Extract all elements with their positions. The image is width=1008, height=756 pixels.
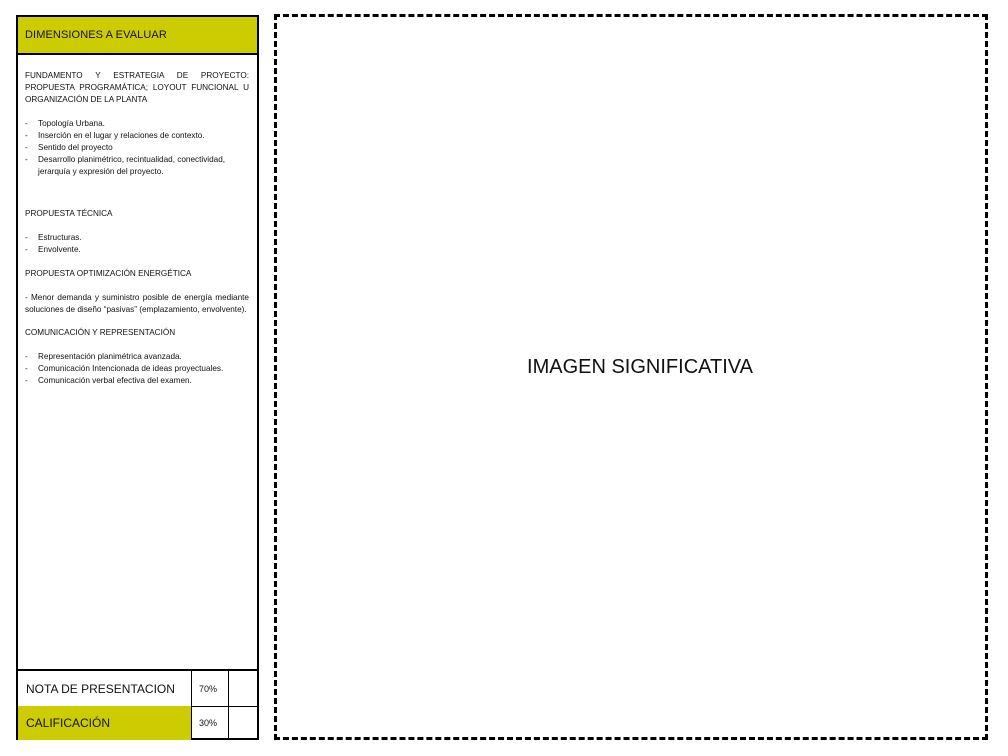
grade-row-calificacion [18, 706, 257, 740]
list-comunicacion [25, 351, 249, 387]
section-title-tecnica: PROPUESTA TÉCNICA [25, 209, 113, 218]
panel-body [18, 70, 257, 387]
list-tecnica [25, 232, 249, 256]
grade-score-cell [229, 671, 257, 706]
section-title-fundamento: FUNDAMENTO Y ESTRATEGIA DE PROYECTO: PROPUESTA PROGRAMÁTICA; LOYOUT FUNCIONAL U ORGANIZACIÓN DE LA PLANTA [25, 71, 249, 104]
list-item: - Sentido del proyecto [25, 142, 249, 154]
grade-row-presentacion [18, 671, 257, 707]
list-item: - Envolvente. [25, 244, 249, 256]
evaluation-panel [16, 15, 259, 740]
panel-header-title: DIMENSIONES A EVALUAR [25, 29, 167, 41]
list-item: - Topología Urbana. [25, 118, 249, 130]
image-placeholder-frame [274, 14, 988, 740]
list-item: - Estructuras. [25, 232, 249, 244]
list-item: - Comunicación Intencionada de ideas proyectuales. [25, 363, 249, 375]
section-title-energetica: PROPUESTA OPTIMIZACIÓN ENERGÉTICA [25, 269, 192, 278]
section-title-comunicacion: COMUNICACIÓN Y REPRESENTACIÓN [25, 328, 176, 337]
paragraph-energetica: - Menor demanda y suministro posible de energía mediante soluciones de diseño “pasivas” (emplazamiento, envolvente). [25, 293, 249, 314]
list-item: - Inserción en el lugar y relaciones de contexto. [25, 130, 249, 142]
image-placeholder-label: IMAGEN SIGNIFICATIVA [527, 355, 753, 378]
grade-score-cell [229, 706, 257, 740]
list-item: - Desarrollo planimétrico, recintualidad, conectividad, jerarquía y expresión del proyecto. [25, 154, 249, 178]
grade-label: NOTA DE PRESENTACION [18, 671, 192, 706]
grade-table [16, 669, 259, 740]
grade-percent: 30% [192, 706, 229, 740]
grade-percent: 70% [192, 671, 229, 706]
list-item: - Representación planimétrica avanzada. [25, 351, 249, 363]
list-fundamento [25, 118, 249, 178]
panel-header [18, 17, 257, 55]
list-item: - Comunicación verbal efectiva del examen. [25, 375, 249, 387]
grade-label: CALIFICACIÓN [18, 706, 192, 740]
